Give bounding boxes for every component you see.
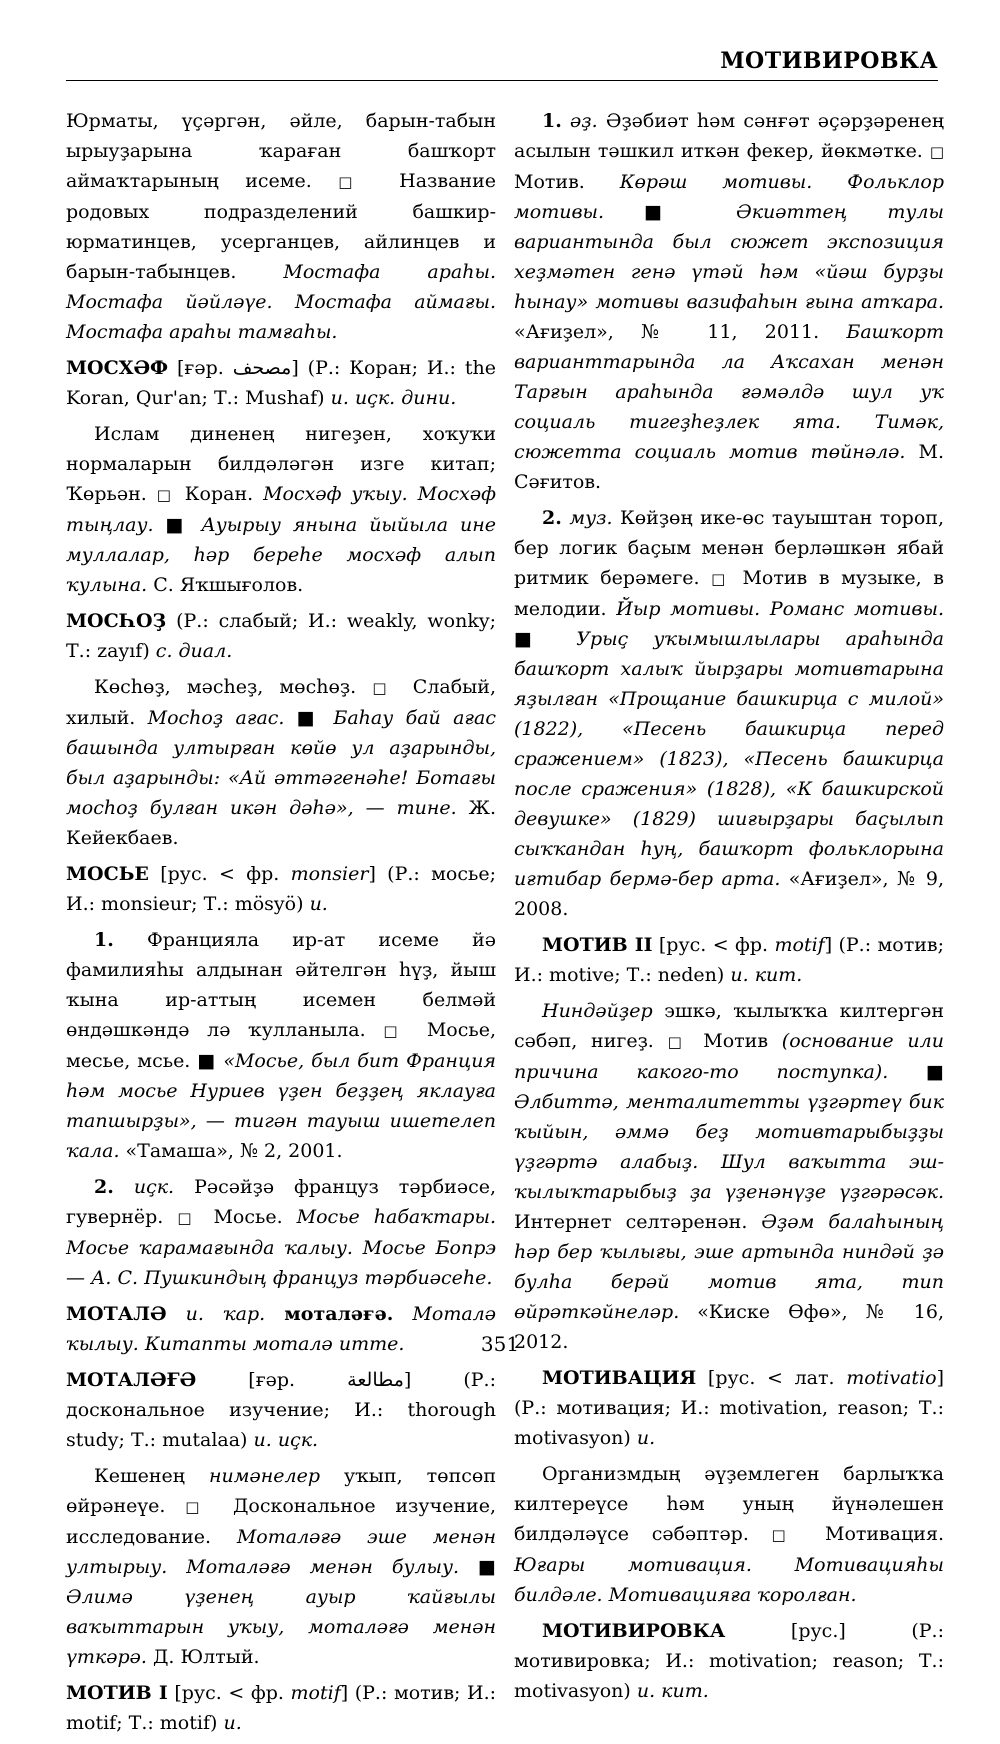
text-run: 2.: [94, 1176, 114, 1198]
translation-marker: □: [177, 1209, 200, 1227]
headword: МОТАЛӘ: [66, 1303, 167, 1325]
text-run: Моталә ҡылыу. Китапты моталә итте.: [66, 1303, 497, 1355]
text-run: «Киске Өфө», № 16, 2012.: [514, 1301, 944, 1353]
text-run: ■: [644, 201, 697, 223]
dictionary-paragraph: [514, 996, 944, 1357]
text-run: monsier: [290, 863, 369, 885]
text-run: Йыр мотивы. Романс мотивы.: [616, 598, 945, 620]
translation-marker: □: [185, 1498, 214, 1516]
text-run: иҫк.: [133, 1176, 175, 1198]
text-run: [167, 1303, 186, 1325]
text-run: Слабый, хилый.: [66, 676, 496, 729]
text-run: Башҡорт варианттарында ла Аҡсахан менән Тарғын араһында ғәмәлдә шул уҡ социаль тигеҙһеҙлек ята. Тимәк, сюжетта социаль мотив төйнәлә.: [514, 321, 944, 463]
translation-marker: □: [372, 679, 397, 697]
text-run: ■: [478, 1556, 496, 1578]
text-run: [рус. < фр.: [167, 1682, 291, 1704]
headword: МОТАЛӘҒӘ: [66, 1369, 197, 1391]
text-run: Мосье.: [199, 1206, 297, 1228]
text-run: ] (Р.: мотив; И.: motif; Т.: motif): [66, 1682, 497, 1734]
text-run: ■: [296, 707, 322, 729]
dictionary-paragraph: [66, 353, 496, 413]
text-run: [562, 110, 570, 132]
text-run: Коран.: [174, 483, 264, 505]
text-run: Мосхәф уҡыу. Мосхәф тыңлау.: [66, 483, 496, 536]
left-column: [66, 106, 496, 1744]
text-run: Организмдың әүҙемлеген барлыҡҡа килтереүсе һәм уның йүнәлешен билдәләүсе сәбәптәр.: [514, 1463, 944, 1545]
text-run: motif: [290, 1682, 341, 1704]
dictionary-paragraph: [66, 1461, 496, 1672]
text-run: (Р.: слабый; И.: weakly, wonky; Т.: zayıf): [66, 610, 496, 662]
text-run: Мотив.: [514, 171, 620, 193]
translation-marker: □: [667, 1033, 690, 1051]
text-run: Әҙәм балаһының һәр бер ҡылығы, эше артында ниндәй ҙә булһа берәй мотив ята, тип өйрәткәйнеләр.: [514, 1211, 944, 1323]
text-run: Әлбиттә, менталитетты үҙгәртеү бик ҡыйын, әммә беҙ мотивтарыбыҙҙы үҙгәртә алабыҙ. Шул ваҡытта эш-ҡылыҡтарыбыҙ ҙа үҙенәнүҙе үҙгәрәсәк.: [514, 1091, 944, 1203]
text-run: 2.: [542, 507, 562, 529]
text-run: 1.: [542, 110, 562, 132]
text-run: муз.: [569, 507, 613, 529]
dictionary-paragraph: [66, 859, 496, 919]
text-run: нимәнелер: [208, 1465, 320, 1487]
text-run: [114, 1176, 134, 1198]
text-run: и. ҡар.: [185, 1303, 266, 1325]
text-run: Мосье һабаҡтары. Мосье ҡарамағында ҡалыу. Мосье Бопрэ — А. С. Пушкиндың француз тәрбиәсеһе.: [66, 1206, 496, 1289]
text-run: Ислам диненең нигеҙен, хоҡуҡи нормаларын билдәләгән изге китап; Ҡөрьән.: [66, 423, 496, 505]
text-run: «Мосье, был бит Франция һәм мосье Нуриев үҙен беҙҙең яклауға тапшырҙы», — тигән тауыш ишетелеп ҡала.: [66, 1050, 497, 1162]
text-run: ■: [197, 1050, 217, 1072]
dictionary-paragraph: [514, 1459, 944, 1610]
text-run: [ғәр. مصحف] (Р.: Коран; И.: the Koran, Qur'an; Т.: Mushaf): [66, 357, 496, 409]
dictionary-paragraph: [66, 1172, 496, 1293]
text-run: Название родовых подразделений башкир-юрматинцев, усерганцев, айлинцев и барын-табынцев.: [66, 170, 496, 283]
translation-marker: □: [338, 173, 373, 191]
dictionary-paragraph: [66, 1678, 496, 1738]
text-run: Францияла ир-ат исеме йә фамилияһы алдынан әйтелгән һүҙ, йыш ҡына ир-аттың исемен белмәй өндәшкәндә лә ҡулланыла.: [66, 929, 496, 1041]
headword: МОТИВАЦИЯ: [542, 1367, 697, 1389]
text-run: motivatio: [846, 1367, 937, 1389]
text-run: Мотивация.: [802, 1523, 944, 1545]
text-run: Көйҙөң ике-өс тауыштан тороп, бер логик баҫым менән берләшкән ябай ритмик берәмеге.: [514, 507, 944, 589]
text-run: [393, 1303, 412, 1325]
text-run: Доскональное изучение, исследование.: [66, 1495, 496, 1548]
text-run: и.: [223, 1712, 242, 1734]
text-run: и. кит.: [636, 1680, 709, 1702]
headword: МОТИВИРОВКА: [542, 1620, 726, 1642]
text-run: Рәсәйҙә француз тәрбиәсе, гувернёр.: [66, 1176, 496, 1228]
dictionary-paragraph: [66, 672, 496, 853]
dictionary-paragraph: [514, 1363, 944, 1453]
text-run: М. Сәғитов.: [514, 441, 944, 493]
running-header: МОТИВИРОВКА: [720, 48, 938, 74]
text-run: әҙ.: [570, 110, 598, 132]
text-run: (основание или причина какого-то поступка).: [514, 1030, 944, 1083]
right-column: [514, 106, 944, 1712]
text-run: ] (Р.: мосье; И.: monsieur; Т.: mösyö): [66, 863, 496, 915]
text-run: motif: [774, 934, 825, 956]
text-run: Урыҫ уҡымышлылары араһында башҡорт халыҡ йырҙары мотивтарына яҙылған «Прощание башкирца с милой» (1822), «Песень башкирца перед сражением» (1823), «Песень башкирца после сражения» (1828), «К башкирской девушке» (1829) шиғырҙары баҫылып сыҡҡандан һуң, башҡорт фольклорына иғтибар бермә-бер арта.: [514, 628, 944, 890]
text-run: и. иҫк. дини.: [330, 387, 457, 409]
headword: МОСХӘФ: [66, 357, 169, 379]
text-run: ■: [514, 628, 552, 650]
text-run: эшкә, ҡылыҡҡа килтергән сәбәп, нигеҙ.: [514, 1000, 944, 1052]
text-run: Мосһоҙ ағас.: [147, 707, 297, 729]
dictionary-paragraph: [66, 419, 496, 600]
translation-marker: □: [711, 570, 731, 588]
text-run: Ауырыу янына йыйыла ине муллалар, һәр береһе мосхәф алып ҡулына.: [66, 514, 496, 596]
text-run: Мосье, месье, мсье.: [66, 1019, 496, 1072]
text-run: [рус.] (Р.: мотивировка; И.: motivation; reason; Т.: motivasyon): [514, 1620, 944, 1702]
text-run: [рус. < лат.: [696, 1367, 847, 1389]
text-run: Ж. Кейекбаев.: [66, 797, 496, 849]
text-run: Мотив в музыке, в мелодии.: [514, 567, 944, 620]
translation-marker: □: [771, 1526, 803, 1544]
header-rule: [66, 80, 938, 81]
text-run: и. иҫк.: [253, 1429, 319, 1451]
text-run: Интернет селтәренән.: [514, 1211, 762, 1233]
text-run: Көрәш мотивы. Фольклор мотивы.: [514, 171, 944, 223]
text-run: [888, 1061, 926, 1083]
text-run: и. кит.: [730, 964, 803, 986]
text-run: и.: [636, 1427, 656, 1449]
dictionary-paragraph: [66, 1365, 496, 1455]
page-number: 351: [480, 1332, 520, 1356]
text-run: [265, 1303, 284, 1325]
text-run: Мотив: [689, 1030, 782, 1052]
text-run: уҡып, төпсөп өйрәнеүе.: [66, 1465, 496, 1517]
dictionary-paragraph: [514, 106, 944, 497]
text-run: Моталәғә эше менән ултырыу. Моталәғә менән булыу.: [66, 1526, 496, 1578]
text-run: Юғары мотивация. Мотивацияһы билдәле. Мотивацияға ҡоролған.: [514, 1554, 944, 1606]
text-run: «Ағиҙел», № 11, 2011.: [514, 321, 847, 343]
text-run: С. Яҡшығолов.: [147, 574, 304, 596]
headword: МОСҺОҘ: [66, 610, 167, 632]
text-run: Ниндәйҙер: [542, 1000, 653, 1022]
text-run: ■: [165, 514, 190, 536]
text-run: [рус. < фр.: [652, 934, 775, 956]
text-run: «Тамаша», № 2, 2001.: [119, 1140, 343, 1162]
text-run: ■: [926, 1061, 944, 1083]
dictionary-paragraph: [514, 930, 944, 990]
text-run: Кешенең: [94, 1465, 209, 1487]
headword: МОСЬЕ: [66, 863, 149, 885]
text-run: Көсһөҙ, мәсһеҙ, мөсһөҙ.: [94, 676, 373, 698]
dictionary-paragraph: [66, 606, 496, 666]
text-run: [ғәр. مطالعة] (Р.: доскональное изучение; И.: thorough study; Т.: mutalaa): [66, 1369, 496, 1451]
text-run: Юрматы, үҫәргән, әйле, барын-табын ырыуҙарына ҡараған башҡорт аймаҡтарының исеме.: [66, 110, 496, 192]
translation-marker: □: [156, 486, 175, 504]
text-run: с. диал.: [155, 640, 233, 662]
text-run: Мостафа араһы. Мостафа йәйләүе. Мостафа аймағы. Мостафа араһы тамғаһы.: [66, 261, 496, 343]
text-run: 1.: [94, 929, 114, 951]
text-run: Әҙәбиәт һәм сәнғәт әҫәрҙәренең асылын тәшкил иткән фекер, йөкмәтке.: [514, 110, 944, 162]
headword: МОТИВ II: [542, 934, 653, 956]
text-run: Әлимә үҙенең ауыр ҡайғылы ваҡыттарын уҡыу, моталәғә менән үткәрә.: [66, 1586, 496, 1668]
text-run: «Ағиҙел», № 9, 2008.: [514, 868, 944, 920]
dictionary-paragraph: [514, 1616, 944, 1706]
dictionary-paragraph: [514, 503, 944, 924]
translation-marker: □: [929, 143, 944, 161]
text-run: Баһау бай ағас башында ултырған көйө ул аҙарынды, был аҙарынды: «Ай әттәгенәһе! Ботағы мосһоҙ булған икән дәһә», — тине.: [66, 707, 496, 819]
text-run: и.: [309, 893, 328, 915]
text-run: ] (Р.: мотив; И.: motive; Т.: neden): [514, 934, 945, 986]
text-run: [рус. < фр.: [148, 863, 291, 885]
dictionary-paragraph: [66, 925, 496, 1166]
text-run: Әкиәттең тулы вариантында был сюжет экспозиция хеҙмәтен генә үтәй һәм «йәш бурҙы һынау» мотивы вазифаһын ғына атҡара.: [514, 201, 945, 313]
text-run: моталәғә.: [284, 1303, 394, 1325]
text-run: Д. Юлтый.: [146, 1646, 260, 1668]
translation-marker: □: [383, 1022, 410, 1040]
dictionary-paragraph: [66, 106, 496, 347]
headword: МОТИВ I: [66, 1682, 168, 1704]
text-run: ] (Р.: мотивация; И.: motivation, reason; Т.: motivasyon): [514, 1367, 944, 1449]
